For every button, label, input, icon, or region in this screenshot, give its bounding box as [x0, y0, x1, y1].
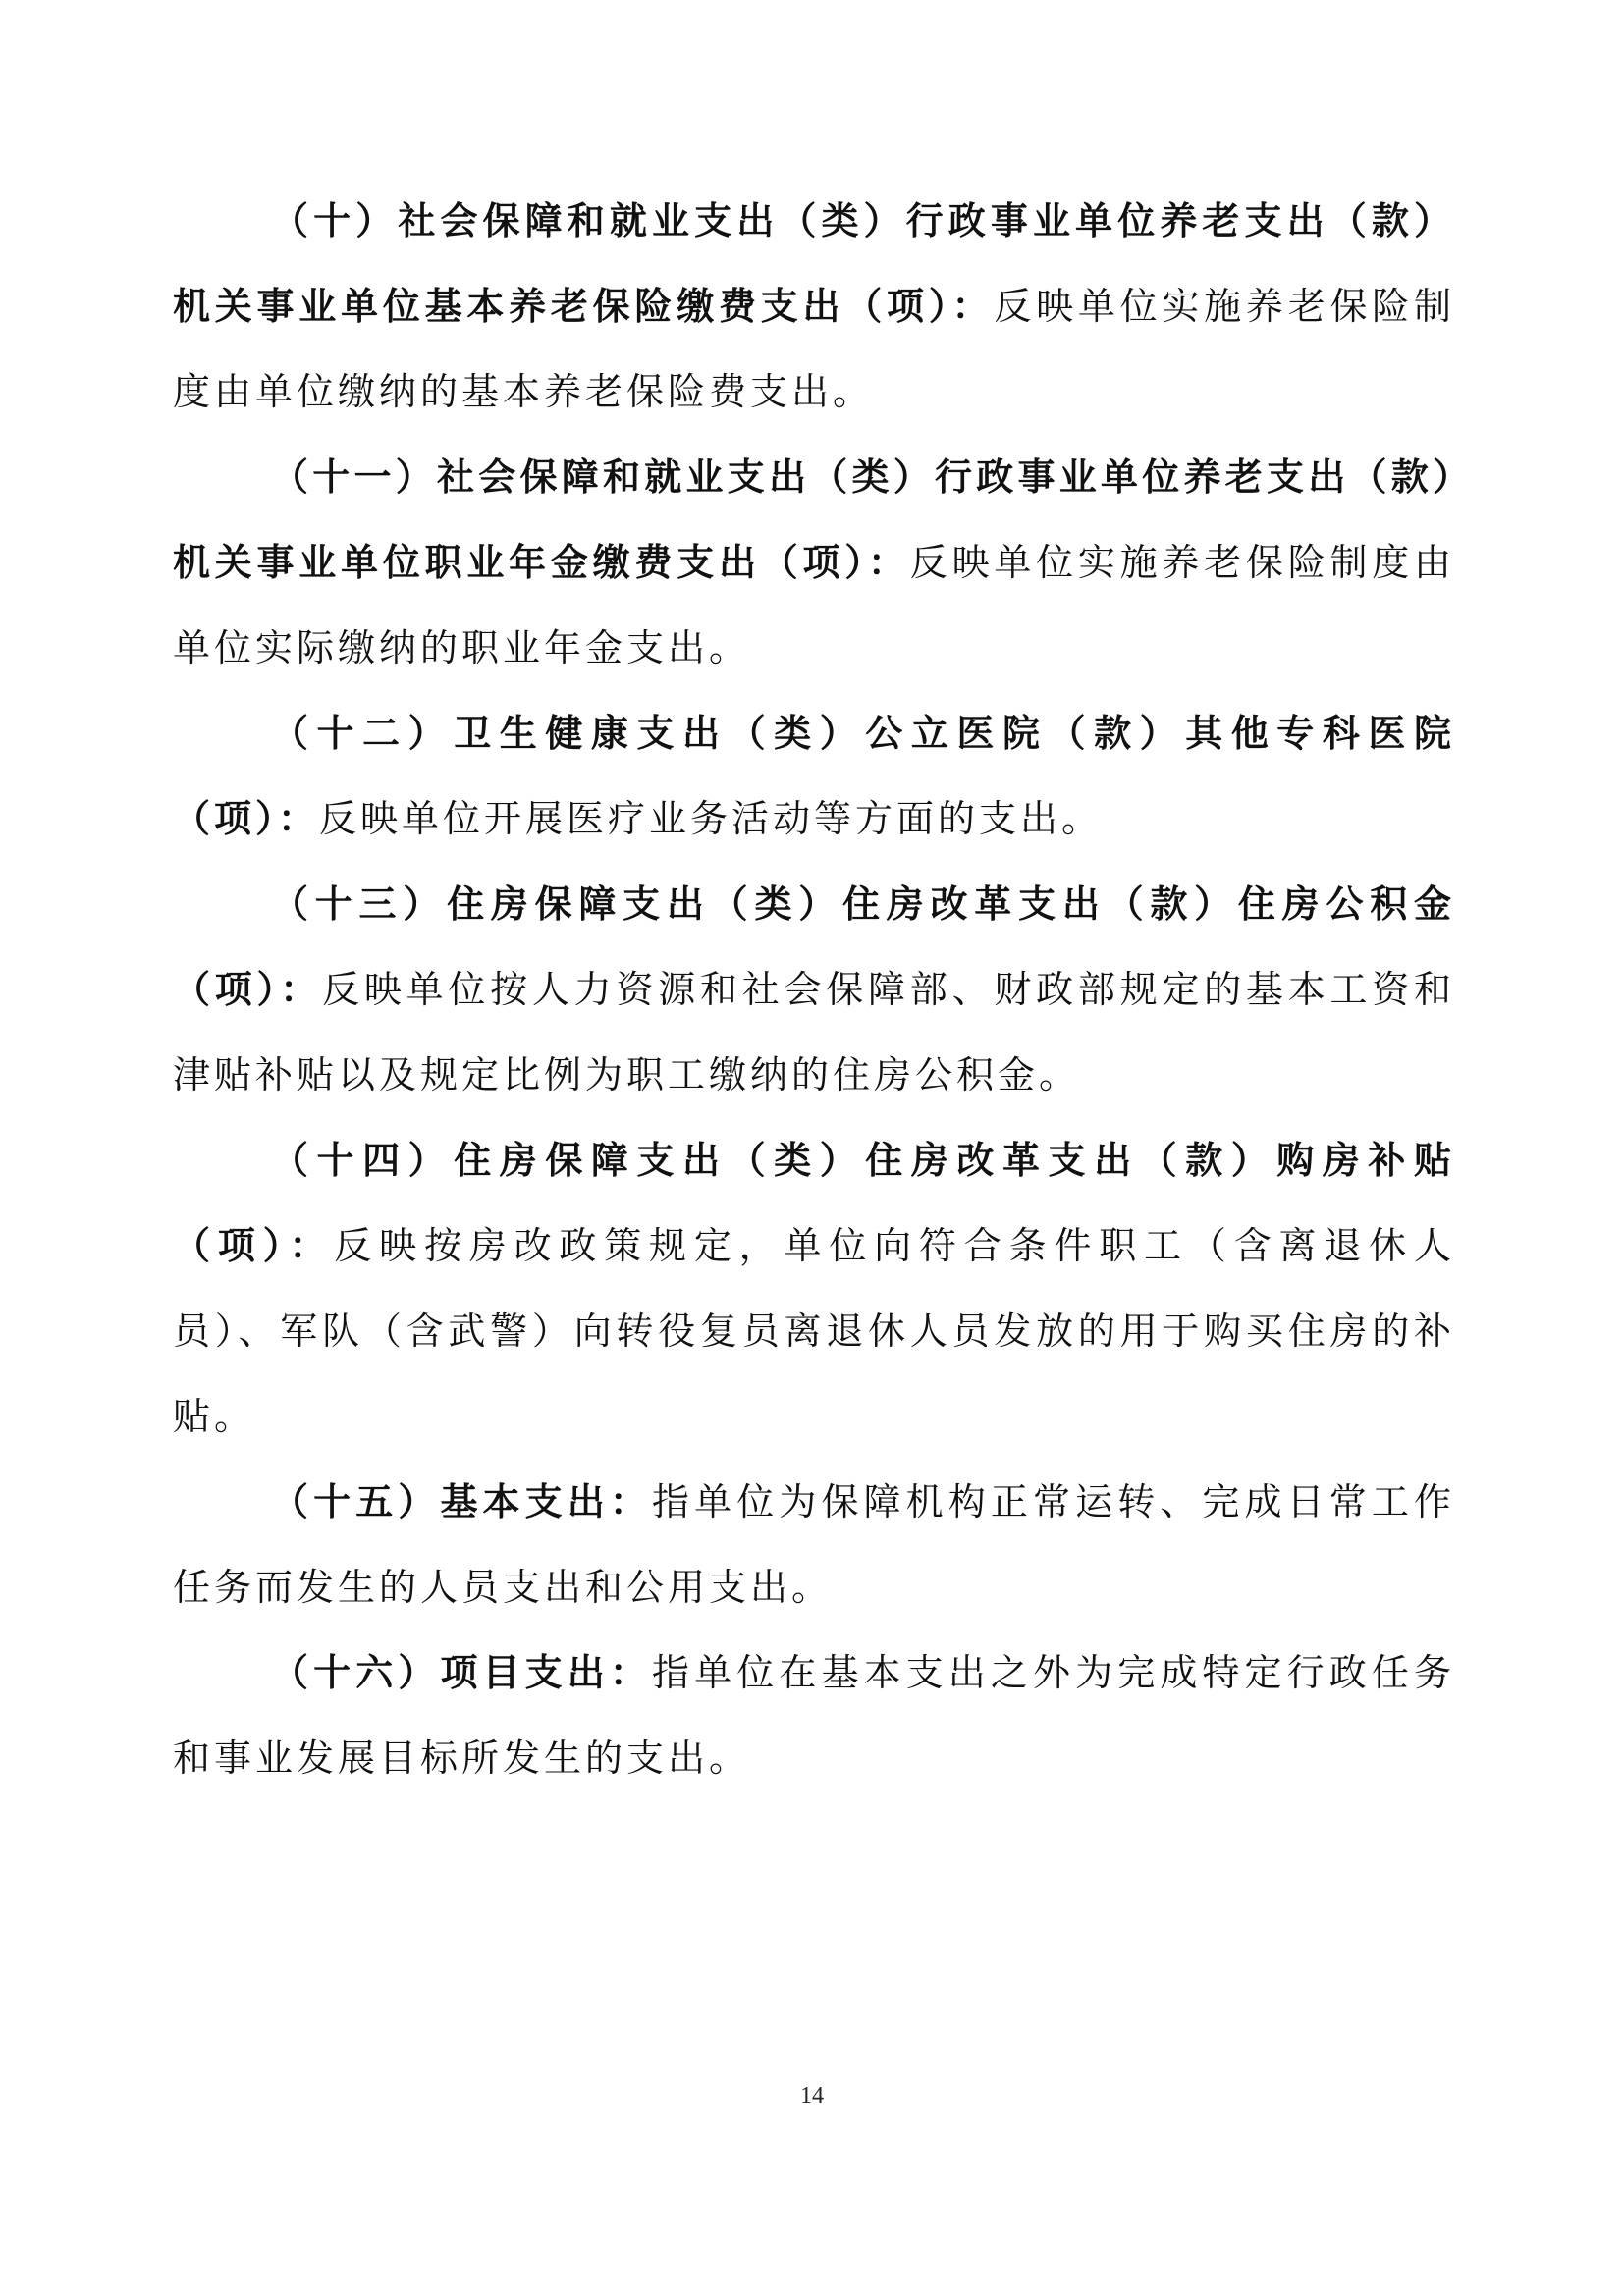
paragraph-11: [173, 435, 1455, 691]
paragraph-15: [173, 1460, 1455, 1630]
paragraph-text: 反映单位按人力资源和社会保障部、财政部规定的基本工资和津贴补贴以及规定比例为职工缴纳的住房公积金。: [173, 968, 1455, 1096]
paragraph-text: 反映单位开展医疗业务活动等方面的支出。: [319, 797, 1104, 840]
paragraph-text: 反映单位实施养老保险制度由单位实际缴纳的职业年金支出。: [173, 541, 1455, 669]
paragraph-12: [173, 691, 1455, 862]
page-number: 14: [800, 2083, 824, 2109]
paragraph-16: [173, 1630, 1455, 1801]
paragraph-text: 反映单位实施养老保险制度由单位缴纳的基本养老保险费支出。: [173, 285, 1455, 413]
paragraph-14: [173, 1118, 1455, 1460]
paragraph-term: （十）社会保障和就业支出（类）行政事业单位养老支出（款）机关事业单位基本养老保险缴费支出（项）：: [173, 199, 1455, 328]
paragraph-term: （十六）项目支出：: [271, 1651, 652, 1694]
document-body: [173, 179, 1455, 1801]
paragraph-text: 反映按房改政策规定，单位向符合条件职工（含离退休人员）、军队（含武警）向转役复员离退休人员发放的用于购买住房的补贴。: [173, 1224, 1455, 1438]
paragraph-10: [173, 179, 1455, 435]
paragraph-term: （十四）住房保障支出（类）住房改革支出（款）购房补贴（项）：: [173, 1139, 1455, 1267]
paragraph-term: （十三）住房保障支出（类）住房改革支出（款）住房公积金（项）：: [173, 882, 1455, 1011]
paragraph-text: 指单位在基本支出之外为完成特定行政任务和事业发展目标所发生的支出。: [173, 1651, 1455, 1780]
paragraph-13: [173, 862, 1455, 1118]
paragraph-term: （十五）基本支出：: [271, 1480, 652, 1523]
paragraph-term: （十二）卫生健康支出（类）公立医院（款）其他专科医院（项）：: [173, 712, 1455, 840]
paragraph-text: 指单位为保障机构正常运转、完成日常工作任务而发生的人员支出和公用支出。: [173, 1480, 1455, 1609]
paragraph-term: （十一）社会保障和就业支出（类）行政事业单位养老支出（款）机关事业单位职业年金缴费支出（项）：: [173, 455, 1455, 584]
